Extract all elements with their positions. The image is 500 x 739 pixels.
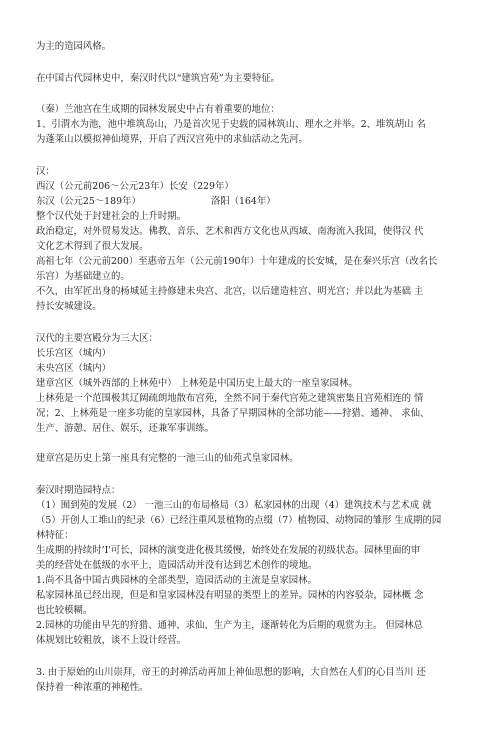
text-line: 长乐宫区（城内）	[36, 348, 112, 359]
text-line: 体规划比较粗放，谈不上设计经营。	[36, 635, 187, 646]
text-line: 3. 由于原始的山川崇拜，帝王的封禅活动再加上神仙思想的影响，大自然在人们的心目当川 还	[36, 667, 426, 678]
text-line: 汉：	[36, 166, 55, 177]
text-line: 持长安城建设。	[36, 301, 102, 312]
text-line: （5）开创人工堆山的纪录（6）已经注重风景植物的点缀（7）植物园、动物园的雏形 生成期的园	[36, 515, 442, 526]
text-line: 保持着一种浓重的神秘性。	[36, 682, 149, 693]
text-line: 未央宫区（城内）	[36, 363, 112, 374]
text-line: 不久，由军匠出身的杨城延主持修建未央宫、北宫，以后建造桂宫、明光宫；并以此为基础 主	[36, 286, 424, 297]
text-line: 在中国古代园林史中，秦汉时代以“建筑宫苑”为主要特征。	[36, 73, 280, 84]
text-line: 秦汉时期造园特点：	[36, 485, 121, 496]
text-line: 为蓬莱山以模拟神仙境界，开启了西汉宫苑中的求仙活动之先河。	[36, 134, 308, 145]
text-line: 1.尚不具备中国古典园林的全部类型，造园活动的主流是皇家园林。	[36, 575, 317, 586]
text-line: 美的经营处在低级的水平上，造园活动并没有达到艺术创作的境地。	[36, 560, 318, 571]
text-line: 私家园林虽已经出现，但是和皇家园林没有明显的类型上的差异。园林的内容驳杂，园林概 念	[36, 590, 424, 601]
text-line: 生产、游憩、居住、娱乐，还兼军事训练。	[36, 423, 215, 434]
text-line: 政治稳定，对外贸易发达。佛教、音乐、艺术和西方文化也从西域、南海流入我国，使得汉 代	[36, 226, 424, 237]
text-line: 1、引渭水为池，池中堆筑岛山，乃是首次见于史载的园林筑山、理水之并举。2、堆筑胡山 名	[36, 119, 426, 130]
text-line: 为主的造园风格。	[36, 41, 112, 52]
text-line: 生成期的持续时’I'可长，园林的演变进化极其缓慢，始终处在发展的初级状态。园林里面的审	[36, 545, 421, 556]
text-line	[36, 195, 476, 208]
text-line: 况；2、上林苑是一座多功能的皇家园林，具备了早期园林的全部功能——狩猎、通神、 求仙、	[36, 408, 430, 419]
text-line: 也比较模糊。	[36, 605, 93, 616]
text-line: 建章宫区（城外西部的上林苑中） 上林苑是中国历史上最大的一座皇家园林。	[36, 378, 358, 389]
text-line: 文化艺术得到了很大发展。	[36, 241, 149, 252]
text-line: （秦）兰池宫在生成期的园林发展史中占有着重要的地位：	[36, 104, 280, 115]
text-line: 汉代的主要宫殿分为三大区：	[36, 333, 158, 344]
east-han-period: 东汉（公元25～189年）	[36, 196, 141, 207]
text-line: 乐宫）为基础建立的。	[36, 271, 130, 282]
text-line: 2.园林的功能由早先的狩猎、通神、求仙、生产为主，逐渐转化为后期的观赏为主。 但园林总	[36, 620, 423, 631]
text-line: 整个汉代处于封建社会的上升时期。	[36, 211, 187, 222]
text-line: 林特征：	[36, 530, 74, 541]
text-line: 西汉（公元前206～公元23年）长安（229年）	[36, 181, 234, 192]
text-line: 建章宫是历史上第一座具有完整的一池三山的仙苑式皇家园林。	[36, 453, 299, 464]
text-line: 高祖七年（公元前200）至惠帝五年（公元前190年）十年建成的长安城，是在秦兴乐宫（改名长	[36, 256, 438, 267]
text-line: 上林苑是一个范围极其辽阔疏朗地散布宫苑，全然不同于秦代宫苑之建筑密集且宫苑相连的 情	[36, 393, 424, 404]
luoyang-label: 洛阳（164年）	[210, 196, 276, 207]
text-line: （1）囿到苑的发展（2） 一池三山的布局格局（3）私家园林的出现（4）建筑技术与艺术成 就	[36, 500, 432, 511]
